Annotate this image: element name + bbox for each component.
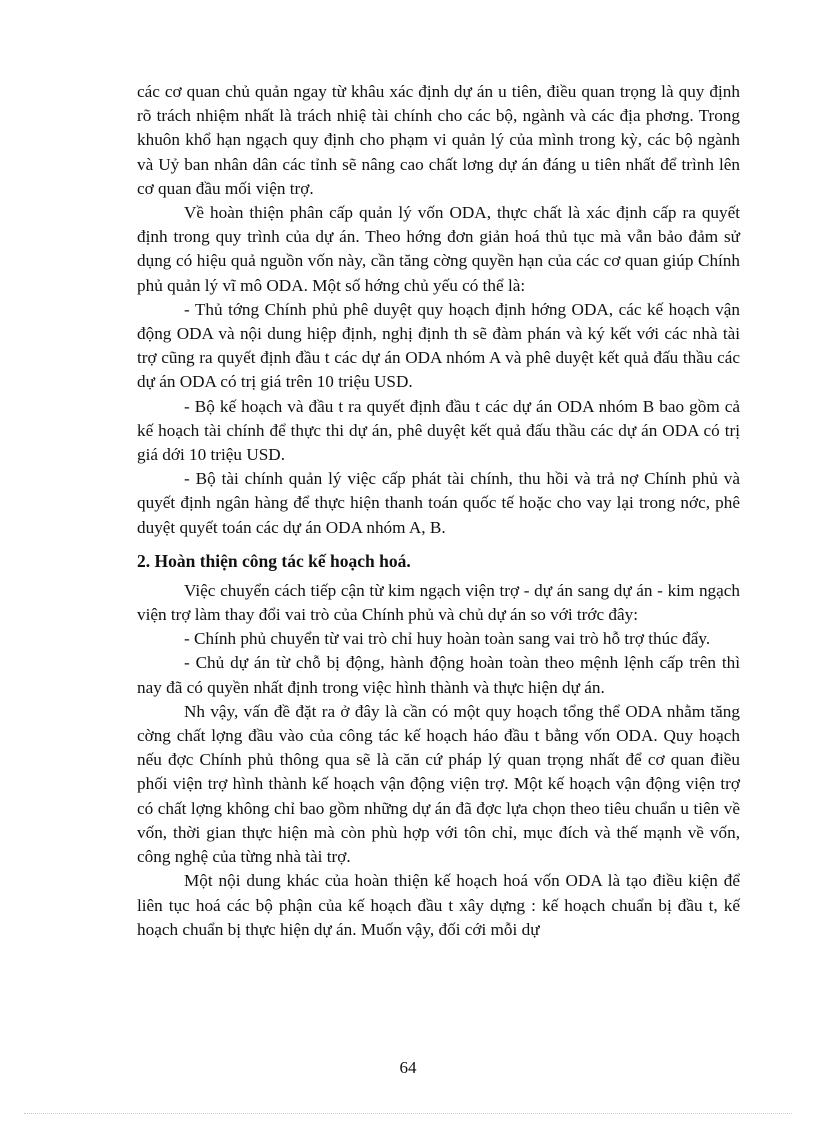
bullet-paragraph: - Bộ kế hoạch và đầu t ra quyết định đầu t các dự án ODA nhóm B bao gồm cả kế hoạch tài chính để thực thi dự án, phê duyệt kết quả đấu thầu các dự án ODA có trị giá dới 10 triệu USD. bbox=[137, 396, 740, 465]
section-heading: 2. Hoàn thiện công tác kế hoạch hoá. bbox=[137, 550, 411, 571]
footer-divider bbox=[24, 1113, 792, 1114]
bullet-paragraph: - Thủ tớng Chính phủ phê duyệt quy hoạch định hớng ODA, các kế hoạch vận động ODA và nội dung hiệp định, nghị định th sẽ đàm phán và ký kết với các nhà tài trợ cũng ra quyết định đầu t các dự án ODA nhóm A và phê duyệt kết quả đấu thầu các dự án ODA có trị giá trên 10 triệu USD. bbox=[137, 299, 740, 392]
body-paragraph: Về hoàn thiện phân cấp quản lý vốn ODA, thực chất là xác định cấp ra quyết định trong quy trình của dự án. Theo hớng đơn giản hoá thủ tục mà vẫn bảo đảm sử dụng có hiệu quả nguồn vốn này, cần tăng cờng quyền hạn của các cơ quan giúp Chính phủ quản lý vĩ mô ODA. Một số hớng chủ yếu có thể là: bbox=[137, 203, 740, 295]
page-number: 64 bbox=[399, 1058, 417, 1077]
bullet-paragraph: - Chính phủ chuyển từ vai trò chỉ huy hoàn toàn sang vai trò hỗ trợ thúc đẩy. bbox=[184, 629, 711, 649]
bullet-paragraph: - Bộ tài chính quản lý việc cấp phát tài chính, thu hồi và trả nợ Chính phủ và quyết định ngân hàng để thực hiện thanh toán quốc tế hoặc cho vay lại trong nớc, phê duyệt quyết toán các dự án ODA nhóm A, B. bbox=[137, 469, 740, 537]
page-content bbox=[137, 80, 740, 942]
body-paragraph: các cơ quan chủ quản ngay từ khâu xác định dự án u tiên, điều quan trọng là quy định rõ trách nhiệm nhất là trách nhiệ tài chính cho các bộ, ngành và các địa phơng. Trong khuôn khổ hạn ngạch quy định cho phạm vi quản lý của mình trong kỳ, các bộ ngành và Uỷ ban nhân dân các tỉnh sẽ nâng cao chất lơng dự án đáng u tiên nhất để trình lên cơ quan đầu mối viện trợ. bbox=[137, 82, 740, 198]
body-paragraph: Một nội dung khác của hoàn thiện kế hoạch hoá vốn ODA là tạo điều kiện để liên tục hoá các bộ phận của kế hoạch đầu t xây dựng : kế hoạch chuẩn bị đầu t, kế hoạch chuẩn bị thực hiện dự án. Muốn vậy, đối cới mỗi dự bbox=[137, 871, 740, 939]
body-paragraph: Việc chuyển cách tiếp cận từ kim ngạch viện trợ - dự án sang dự án - kim ngạch viện trợ làm thay đổi vai trò của Chính phủ và chủ dự án so với trớc đây: bbox=[137, 580, 740, 625]
body-paragraph: Nh vậy, vấn đề đặt ra ở đây là cần có một quy hoạch tổng thể ODA nhằm tăng cờng chất lợng đầu vào của công tác kế hoạch háo đầu t bằng vốn ODA. Quy hoạch nếu đợc Chính phủ thông qua sẽ là căn cứ pháp lý quan trọng nhất để cơ quan điều phối viện trợ hình thành kế hoạch vận động viện trợ. Một kế hoạch vận động viện trợ có chất lợng không chỉ bao gồm những dự án đã đợc lựa chọn theo tiêu chuẩn u tiên về vốn, thời gian thực hiện mà còn phù hợp với tôn chỉ, mục đích và thế mạnh về vốn, công nghệ của từng nhà tài trợ. bbox=[137, 701, 740, 867]
bullet-paragraph: - Chủ dự án từ chỗ bị động, hành động hoàn toàn theo mệnh lệnh cấp trên thì nay đã có quyền nhất định trong việc hình thành và thực hiện dự án. bbox=[137, 653, 740, 697]
